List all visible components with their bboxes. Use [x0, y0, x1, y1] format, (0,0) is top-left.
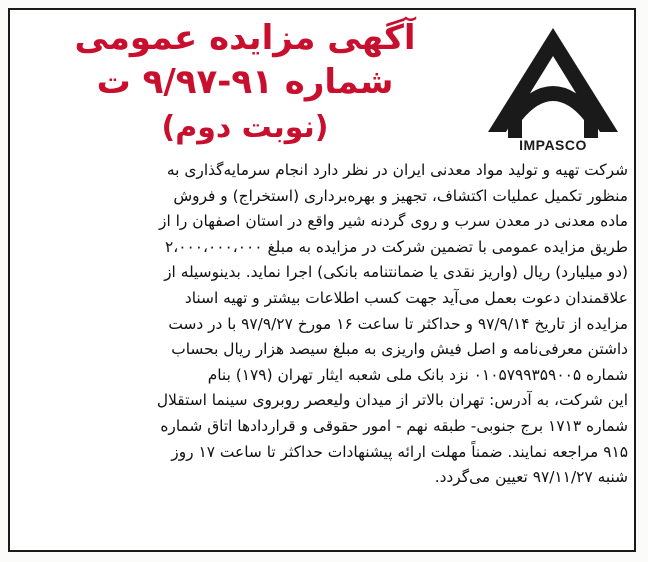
body-line: طریق مزایده عمومی با تضمین شرکت در مزایده به مبلغ ۲،۰۰۰،۰۰۰،۰۰۰	[164, 237, 628, 256]
ad-body	[18, 158, 628, 491]
body-line: شنبه ۹۷/۱۱/۲۷ تعیین می‌گردد.	[434, 468, 628, 487]
ad-title: آگهی مزایده عمومی	[74, 18, 416, 58]
logo-wordmark: IMPASCO	[519, 137, 587, 153]
ad-number: شماره ۹۱-۹/۹۷ ت	[96, 62, 394, 102]
body-line: داشتن معرفی‌نامه و اصل فیش واریزی به مبلغ سیصد هزار ریال بحساب	[171, 340, 628, 359]
body-line: مزایده از تاریخ ۹۷/۹/۱۴ و حداکثر تا ساعت ۱۶ مورخ ۹۷/۹/۲۷ با در دست	[168, 314, 628, 333]
body-line: شرکت تهیه و تولید مواد معدنی ایران در نظر دارد انجام سرمایه‌گذاری به	[166, 161, 628, 179]
body-line: شماره ۱۷۱۳ برج جنوبی- طبقه نهم - امور حقوقی و قراردادها اتاق شماره	[160, 416, 628, 435]
body-line: ماده معدنی در معدن سرب و روی گردنه شیر واقع در استان اصفهان را از	[159, 212, 628, 231]
body-line: (دو میلیارد) ریال (واریز نقدی یا ضمانتنامه بانکی) اجرا نماید. بدینوسیله از	[164, 263, 628, 282]
body-line: ۹۱۵ مراجعه نمایند. ضمناً مهلت ارائه پیشنهادات حداکثر تا ساعت ۱۷ روز	[171, 442, 628, 461]
body-line: منظور تکمیل عملیات اکتشاف، تجهیز و بهره‌برداری (استخراج) و فروش	[173, 186, 628, 205]
body-line: شماره ۰۱۰۵۷۹۹۳۵۹۰۰۵ نزد بانک ملی شعبه ایثار تهران (۱۷۹) بنام	[207, 365, 628, 384]
arch-logo-icon	[478, 14, 628, 154]
ad-round: (نوبت دوم)	[161, 110, 329, 145]
body-line: این شرکت، به آدرس: تهران بالاتر از میدان ولیعصر روبروی سینما استقلال	[156, 391, 628, 410]
body-line: علاقمندان دعوت بعمل می‌آید جهت کسب اطلاعات بیشتر و تهیه اسناد	[184, 288, 628, 307]
